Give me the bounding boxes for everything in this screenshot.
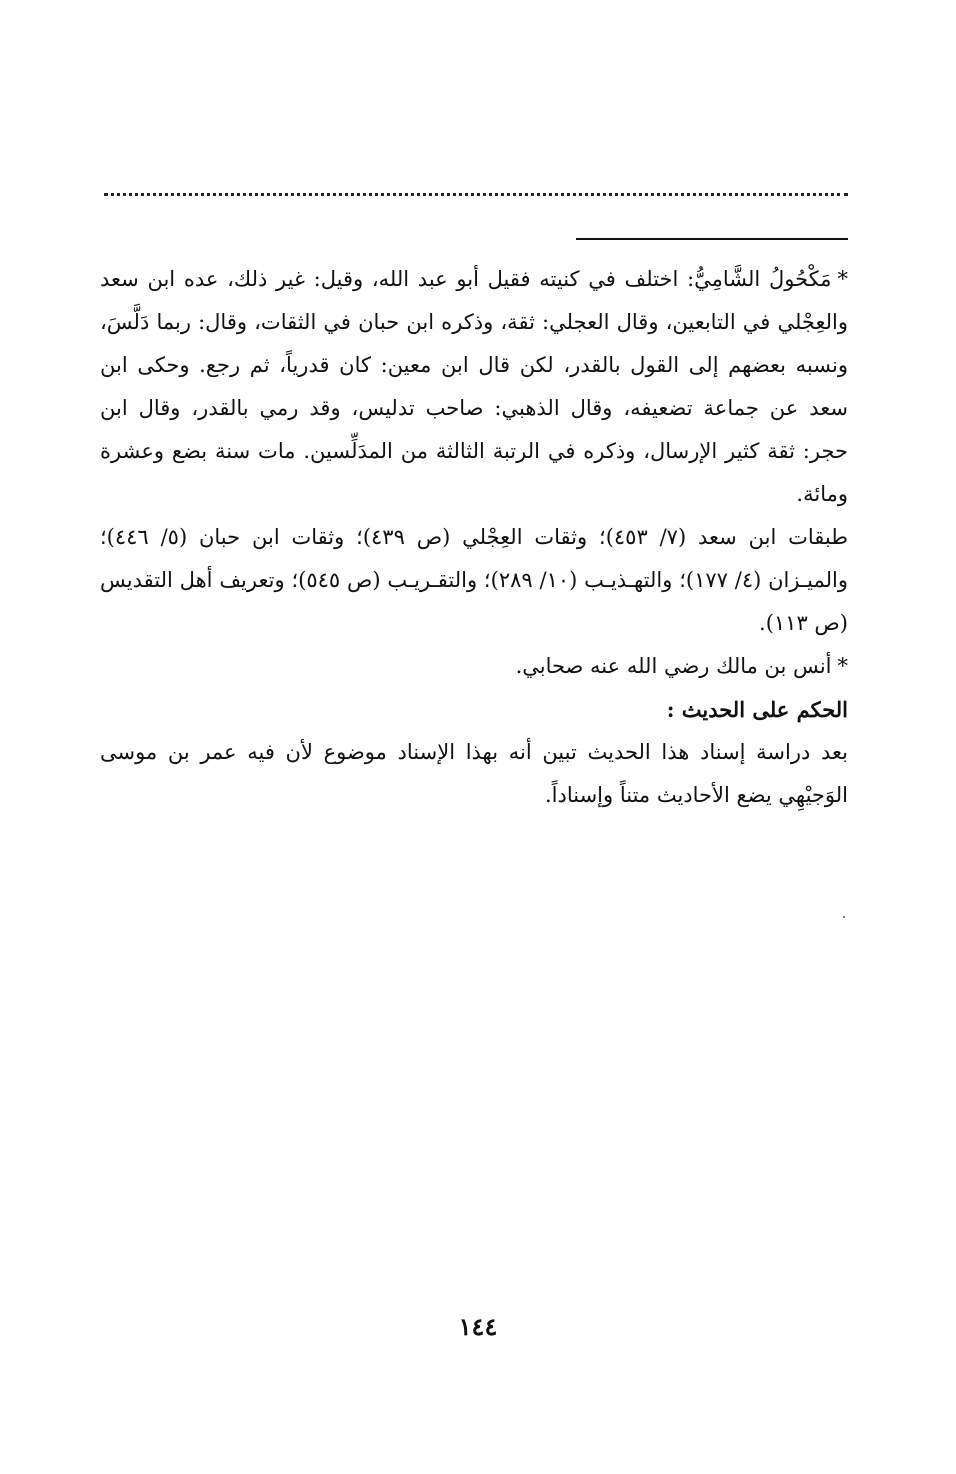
scan-speck — [843, 916, 845, 918]
dotted-separator — [104, 193, 848, 196]
page-body — [100, 258, 848, 817]
star-icon: * — [837, 267, 848, 291]
sources-paragraph: طبقات ابن سعد (٧/ ٤٥٣)؛ وثقات العِجْلي (ص ٤٣٩)؛ وثقات ابن حبان (٥/ ٤٤٦)؛ والميـزان (٤/ ١٧٧)؛ والتهـذيـب (١٠/ ٢٨٩)؛ والتقـريـب (ص ٥٤٥)؛ وتعريف أهل التقديس (ص ١١٣). — [100, 525, 848, 635]
ruling-heading: الحكم على الحديث : — [666, 697, 848, 722]
biography-paragraph — [100, 258, 848, 516]
footnote-rule — [576, 238, 848, 240]
biography-text: : اختلف في كنيته فقيل أبو عبد الله، وقيل: غير ذلك، عده ابن سعد والعِجْلي في التابعين، وقال العجلي: ثقة، وذكره ابن حبان في الثقات، وقال: ربما دَلَّسَ، ونسبه بعضهم إلى القول بالقدر، لكن قال ابن معين: كان قدرياً، ثم رجع. وحكى ابن سعد عن جماعة تضعيفه، وقال الذهبي: صاحب تدليس، وقد رمي بالقدر، وقال ابن حجر: ثقة كثير الإرسال، وذكره في الرتبة الثالثة من المدَلِّسين. مات سنة بضع وعشرة ومائة. — [100, 267, 848, 506]
ruling-paragraph: بعد دراسة إسناد هذا الحديث تبين أنه بهذا الإسناد موضوع لأن فيه عمر بن موسى الوَجيْهِي يضع الأحاديث متناً وإسناداً. — [100, 740, 848, 807]
companion-paragraph — [100, 645, 848, 688]
page-number: ١٤٤ — [458, 1312, 498, 1341]
narrator-name: مَكْحُولُ الشَّامِيُّ — [694, 267, 832, 291]
companion-text: أنس بن مالك رضي الله عنه صحابي. — [515, 654, 832, 678]
star-icon: * — [837, 654, 848, 678]
